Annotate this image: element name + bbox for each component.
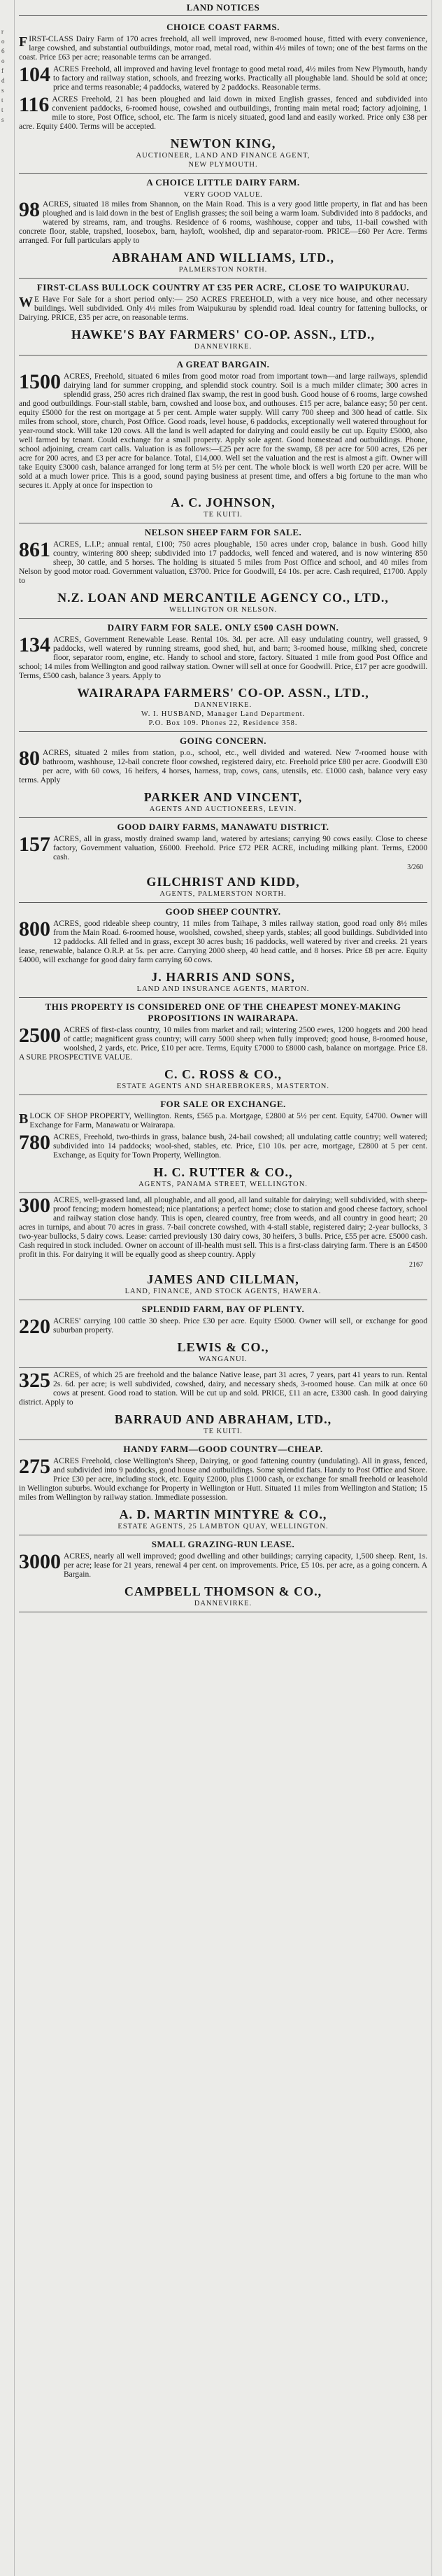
agent-name: WAIRARAPA FARMERS' CO-OP. ASSN., LTD., — [77, 686, 369, 700]
ad-heading: GOOD SHEEP COUNTRY. — [165, 906, 281, 917]
paragraph-text: ACRES, nearly all well improved; good dwelling and other buildings; carrying capacity, 1,500 sheep. Rent, 1s. per acre; lease for 21 years, renewal 4 per cent. on improvements. Price, £5 10s. per acre, as a going concern. A Bargain. — [64, 1552, 427, 1579]
drop-cap: F — [19, 34, 28, 50]
agent-name: H. C. RUTTER & CO., — [153, 1165, 293, 1179]
agent-address: AGENTS, PALMERSTON NORTH. — [159, 890, 287, 898]
agent-address: PALMERSTON NORTH. — [178, 266, 268, 274]
agent-name: JAMES AND CILLMAN, — [147, 1272, 299, 1286]
agent-name: A. C. JOHNSON, — [171, 495, 276, 509]
agent-address: LAND AND INSURANCE AGENTS, MARTON. — [136, 985, 310, 993]
land-ad — [19, 279, 427, 356]
ad-reference-number: 3/260 — [407, 864, 423, 871]
paragraph-text: ACRES Freehold, all improved and having level frontage to good metal road, 4½ miles from New Plymouth, handy to factory and railway station, schools, and freezing works. Practically all ploughable land. Should be sold at once; price and terms reasonable; 4 paddocks, watered by 2 paddocks. Reasonable terms. — [53, 65, 427, 92]
paragraph-text: ACRES, all in grass, mostly drained swamp land, watered by artesians; carrying 90 cows easily. Close to cheese factory, Government valuation, £6000. Freehold. Price £72 PER ACRE, including milking plant. Terms, £2000 cash. — [53, 835, 427, 861]
acreage-number: 220 — [19, 1315, 50, 1338]
land-ad — [19, 998, 427, 1095]
ad-paragraph — [19, 1112, 427, 1130]
land-ad — [19, 818, 427, 903]
agent-address: AGENTS AND AUCTIONEERS, LEVIN. — [149, 805, 297, 813]
agent-name: HAWKE'S BAY FARMERS' CO-OP. ASSN., LTD., — [71, 328, 376, 342]
acreage-number: 780 — [19, 1131, 50, 1154]
acreage-number: 1500 — [19, 370, 61, 393]
ad-heading: FIRST-CLASS BULLOCK COUNTRY AT £35 PER ACRE, CLOSE TO WAIPUKURAU. — [36, 282, 410, 293]
agent-address: ESTATE AGENTS AND SHAREBROKERS, MASTERTON. — [116, 1083, 330, 1090]
land-ad — [19, 732, 427, 818]
paragraph-text: ACRES, Freehold, situated 6 miles from good motor road from important town—and large railways, splendid dairying land for summer cropping, and splendid stock country. Soil is a much milder climate; 300 acres in splendid grass, 250 acres rich drained flax swamp, the rest in good bush. Good house of 6 rooms, large cowshed and good outbuildings. Four-stall stable, barn, cowshed and loose box, and outhouses. £15 per acre, balance easy; 50 per cent. equity £5000 for the rest on mortgage at 5 per cent. Ample water supply. Will carry 700 sheep and 300 head of cattle. Six miles from school, store, church, Post Office. Good roads, level house, 6 paddocks, exceptionally well watered throughout for year-round stock. Will take 120 cows. All the land is well adapted for dairying and could easily be cut up. Equity £5000, also well farmed by tenant. Could exchange for a small property. Apply sole agent. Good homestead and outbuildings. Phone, school adjoining, cream cart calls. Valuation is as follows:—£25 per acre for the swamp, £8 per acre for 500 acres, £26 per acre for 200 acres, and £3 per acre for balance. Total, £14,000. Well set the valuation and the rest is almost a gift. Owner will take Equity £3000 cash, balance arranged for long term at 5½ per cent. The whole block is well worth £20 per acre. Will be sold at a much lower price. This is a good, sound paying business at present time, and offers a big fortune to the man who secures it. Apply at once for inspection to — [19, 372, 427, 490]
paragraph-text: ACRES, situated 18 miles from Shannon, on the Main Road. This is a very good little property, in flat and has been ploughed and is laid down in the best of English grasses; the soil being a warm loam. Subdivided into 8 paddocks, and watered by streams, ram, and troughs. Residence of 6 rooms, washhouse, copper and tubs, 11-bail cowshed with concrete floor, stable, trapshed, loosebox, barn, hayloft, woolshed, dip and separator-room. PRICE—£60 Per Acre. Terms arranged. For full particulars apply to — [19, 200, 427, 245]
ad-paragraph — [19, 200, 427, 246]
land-ad — [19, 174, 427, 279]
margin-fragment: o — [1, 38, 5, 45]
ad-paragraph — [19, 1196, 427, 1260]
acreage-number: 104 — [19, 63, 50, 86]
agent-name: A. D. MARTIN MINTYRE & CO., — [119, 1507, 327, 1521]
paragraph-text: ACRES, Freehold, two-thirds in grass, balance bush, 24-bail cowshed; all undulating cattle country; well watered; subdivided into 14 paddocks; wool-shed, stables, etc. Price, £10 10s. per acre, mortgage, £2800 at 5 per cent. Exchange, as Equity for Town Property, Wellington. — [53, 1133, 427, 1160]
land-ad — [19, 1368, 427, 1440]
ad-heading: THIS PROPERTY IS CONSIDERED ONE OF THE CHEAPEST MONEY-MAKING PROPOSITIONS IN WAIRARAPA. — [45, 1001, 401, 1023]
paragraph-text: ACRES Freehold, 21 has been ploughed and laid down in mixed English grasses, fenced and subdivided into convenient paddocks, 6-roomed house, cowshed and outbuildings, fronting main metal road; factory adjoining, 1 mile to store, Post Office, school, etc. The farm is nicely situated, good land and easily worked. Price only £38 per acre. Equity £400. Terms will be accepted. — [19, 95, 427, 131]
agent-name: CAMPBELL THOMSON & CO., — [124, 1584, 322, 1598]
margin-fragment: 6 — [1, 48, 5, 55]
land-ad — [19, 903, 427, 998]
margin-fragment: t — [1, 97, 3, 104]
agent-name: NEWTON KING, — [170, 136, 276, 150]
ad-heading: FOR SALE OR EXCHANGE. — [160, 1099, 286, 1109]
ad-heading: A GREAT BARGAIN. — [176, 359, 270, 369]
agent-address: P.O. Box 109. Phones 22, Residence 358. — [148, 719, 298, 727]
agent-name: N.Z. LOAN AND MERCANTILE AGENCY CO., LTD., — [57, 591, 389, 605]
acreage-number: 2500 — [19, 1024, 61, 1047]
left-margin-fragments — [1, 28, 11, 126]
margin-fragment: t — [1, 106, 3, 113]
ad-paragraph — [19, 835, 427, 862]
drop-cap: W — [19, 295, 33, 310]
margin-fragment: s — [1, 87, 4, 94]
ad-heading: GOOD DAIRY FARMS, MANAWATU DISTRICT. — [117, 822, 329, 832]
agent-address: LAND, FINANCE, AND STOCK AGENTS, HAWERA. — [124, 1288, 322, 1295]
acreage-number: 861 — [19, 538, 50, 561]
ad-heading: SMALL GRAZING-RUN LEASE. — [151, 1539, 295, 1549]
agent-name: ABRAHAM AND WILLIAMS, LTD., — [111, 251, 335, 265]
land-ad — [19, 619, 427, 732]
paragraph-text: IRST-CLASS Dairy Farm of 170 acres freehold, all well improved, new 8-roomed house, fitted with every convenience, large cowshed, and substantial outbuildings, motor road, metal road, within 4½ miles of town; one of the best farms on the coast. Price £63 per acre; reasonable terms can be arranged. — [19, 35, 427, 62]
ad-subheading: VERY GOOD VALUE. — [183, 190, 263, 199]
land-ad — [19, 1440, 427, 1535]
ad-paragraph — [19, 1315, 427, 1338]
acreage-number: 80 — [19, 747, 40, 770]
land-ad — [19, 523, 427, 619]
margin-fragment: r — [1, 28, 3, 35]
ad-paragraph — [19, 540, 427, 586]
agent-name: LEWIS & CO., — [177, 1340, 269, 1354]
acreage-number: 275 — [19, 1455, 50, 1478]
agent-address: W. I. HUSBAND, Manager Land Department. — [141, 710, 306, 718]
ad-heading: DAIRY FARM FOR SALE. ONLY £500 CASH DOWN. — [107, 622, 339, 633]
agent-address: DANNEVIRKE. — [194, 1600, 252, 1607]
land-ad — [19, 356, 427, 523]
ad-heading: GOING CONCERN. — [179, 736, 266, 746]
land-ad — [19, 18, 427, 174]
paragraph-text: LOCK OF SHOP PROPERTY, Wellington. Rents, £565 p.a. Mortgage, £2800 at 5½ per cent. Equity, £4700. Owner will Exchange for Farm, Manawatu or Wairarapa. — [29, 1112, 427, 1129]
land-ad — [19, 1095, 427, 1193]
paragraph-text: ACRES, of which 25 are freehold and the balance Native lease, part 31 acres, 7 years, part 41 years to run. Rental 2s. 6d. per acre; is well subdivided, cowshed, dairy, and necessary sheds, 3-roomed house. Can milk at once 60 cows at present. Good road to station. Will be cut up and sold. PRICE, £11 an acre, £3300 cash. In good dairying district. Apply to — [19, 1371, 427, 1407]
ad-paragraph — [19, 65, 427, 92]
ad-reference-number: 2167 — [409, 1261, 423, 1269]
agent-address: AGENTS, PANAMA STREET, WELLINGTON. — [138, 1181, 308, 1188]
acreage-number: 98 — [19, 198, 40, 221]
paragraph-text: E Have For Sale for a short period only:— 250 ACRES FREEHOLD, with a very nice house, and other necessary buildings. Well subdivided. Only 4½ miles from Waipukurau by splendid road. Ideal country for fattening bullocks, or Dairying. PRICE, £35 per acre, on reasonable terms. — [19, 295, 427, 322]
ad-heading: HANDY FARM—GOOD COUNTRY—CHEAP. — [123, 1444, 323, 1454]
acreage-number: 325 — [19, 1369, 50, 1392]
drop-cap: B — [19, 1111, 29, 1127]
agent-address: DANNEVIRKE. — [194, 343, 252, 351]
column-header: LAND NOTICES — [19, 2, 427, 16]
ad-heading: A CHOICE LITTLE DAIRY FARM. — [146, 177, 300, 188]
margin-fragment: f — [1, 67, 3, 74]
agent-name: BARRAUD AND ABRAHAM, LTD., — [114, 1412, 332, 1426]
margin-fragment: s — [1, 116, 4, 123]
ad-heading: NELSON SHEEP FARM FOR SALE. — [144, 527, 302, 537]
paragraph-text: ACRES' carrying 100 cattle 30 sheep. Price £30 per acre. Equity £5000. Owner will sell, or exchange for good suburban property. — [53, 1317, 427, 1335]
acreage-number: 134 — [19, 633, 50, 656]
ad-paragraph — [19, 1371, 427, 1407]
acreage-number: 157 — [19, 833, 50, 856]
agent-address: WANGANUI. — [199, 1356, 248, 1363]
paragraph-text: ACRES Freehold, close Wellington's Sheep, Dairying, or good fattening country (undulating). All in grass, fenced, and subdivided into 9 paddocks, good house and outbuildings. Some splendid flats. Handy to Post Office and Store. Price £30 per acre, including stock, etc. Equity £2000, plus £1000 cash, or exchange for small freehold or leasehold in Wellington suburbs. Would exchange for Property in Wellington or Hutt. Situated 11 miles from Wellington and Station; 15 miles from Wellington by railway station. Immediate possession. — [19, 1457, 427, 1502]
ad-paragraph — [19, 95, 427, 132]
paragraph-text: ACRES, L.I.P.; annual rental, £100; 750 acres ploughable, 150 acres under crop, balance in bush. Good hilly country, wintering 800 sheep; subdivided into 17 paddocks, well fenced and watered, and is now wintering 850 sheep, 30 cattle, and 5 horses. The holding is situated 5 miles from Post Office and school, and 40 miles from Nelson by good motor road. Government valuation, £3700. Price for Goodwill, £4 10s. per acre. Cash required, £1700. Apply to — [19, 540, 427, 585]
agent-address: TE KUITI. — [204, 511, 243, 519]
paragraph-text: ACRES, good rideable sheep country, 11 miles from Taihape, 3 miles railway station, good road only 8½ miles from the Main Road. 6-roomed house, woolshed, cowshed, sheep yards, stables; all good buildings. Subdivided into 12 paddocks. All felled and in grass, except 30 acres bush; 16 paddocks, well watered by river and creeks. 21 years lease, renewable, balance O.R.P. at 5s. per acre. Carrying 2000 sheep, 40 head cattle, and 8 horses. Price £8 per acre. Equity £4000, will exchange for good dairy farm carrying 60 cows. — [19, 920, 427, 964]
margin-fragment: d — [1, 77, 5, 84]
advertisements — [19, 18, 427, 1612]
paragraph-text: ACRES, well-grassed land, all ploughable, and all good, all land suitable for dairying; well subdivided, with sheep-proof fencing; modern homestead; nice plantations; a perfect home; close to station and good cheese factory, school and railway station close handy. This is open, cleared country, free from weeds, and all country in good heart; 20 acres in turnips, and about 70 acres in grass. 7-bail concrete cowshed, with 4-stall stable, registered dairy; 2-year bullocks, 3 two-year bullocks, 5 dairy cows. Lease: carried previously 130 dairy cows, 30 heifers, 3 bulls. Price, £55 per acre. £5000 cash. Cash required in stock included. Owner on account of ill-health must sell. This is a first-class dairying farm. There is an £4500 profit in this. For dairying it will be equally good as sheep country. Apply — [19, 1196, 427, 1259]
agent-address: WELLINGTON OR NELSON. — [169, 606, 278, 614]
ad-paragraph — [19, 1457, 427, 1502]
land-ad — [19, 1193, 427, 1300]
ad-paragraph — [19, 917, 427, 965]
land-ad — [19, 1300, 427, 1368]
agent-address: NEW PLYMOUTH. — [188, 161, 258, 169]
agent-address: AUCTIONEER, LAND AND FINANCE AGENT, — [136, 152, 311, 160]
ad-paragraph — [19, 35, 427, 62]
agent-name: GILCHRIST AND KIDD, — [146, 875, 300, 889]
paragraph-text: ACRES, situated 2 miles from station, p.o., school, etc., well divided and watered. New 7-roomed house with bathroom, washhouse, 12-bail concrete floor cowshed, registered dairy, etc. Freehold price £80 per acre. Goodwill £30 per acre, with 60 cows, 16 heifers, 4 horses, harness, trap, cows, cans, utensils, etc. £1000 cash, balance very easy terms. Apply — [19, 749, 427, 784]
ad-heading: SPLENDID FARM, BAY OF PLENTY. — [141, 1304, 305, 1314]
land-ad — [19, 1535, 427, 1612]
paragraph-text: ACRES of first-class country, 10 miles from market and rail; wintering 2500 ewes, 1200 hoggets and 200 head of cattle; magnificent grass country; will carry 5000 sheep when fully improved; good house, 8-roomed house, woolshed, 2 yards, etc. Price, £10 per acre. Terms, Equity £7000 to £8000 cash, balance on mortgage. Price £8. A SURE PROSPECTIVE VALUE. — [19, 1026, 427, 1062]
ad-paragraph — [19, 1133, 427, 1160]
ad-paragraph — [19, 1026, 427, 1062]
agent-name: J. HARRIS AND SONS, — [151, 970, 295, 984]
ad-paragraph — [19, 749, 427, 785]
acreage-number: 800 — [19, 917, 50, 941]
paragraph-text: ACRES, Government Renewable Lease. Rental 10s. 3d. per acre. All easy undulating country, well grassed, 9 paddocks, well watered by running streams, good shed, hut, and barn; 3-roomed house, milking shed, concrete floor, separator room, engine, etc. Handy to school and store, factory. Situated 1 mile from good Post Office and school; 14 miles from Wellington and good railway station. Owner will sell at once for Goodwill. Price, £17 per acre goodwill. Terms, £500 cash, balance 3 years. Apply to — [19, 635, 427, 680]
agent-name: C. C. ROSS & CO., — [164, 1067, 282, 1081]
agent-address: ESTATE AGENTS, 25 LAMBTON QUAY, WELLINGTON. — [117, 1523, 329, 1530]
ad-paragraph — [19, 1552, 427, 1579]
land-notices-column — [14, 0, 432, 2576]
acreage-number: 3000 — [19, 1550, 61, 1573]
agent-address: TE KUITI. — [204, 1428, 243, 1435]
agent-address: DANNEVIRKE. — [194, 701, 252, 709]
ad-paragraph — [19, 295, 427, 323]
acreage-number: 116 — [19, 93, 50, 116]
agent-name: PARKER AND VINCENT, — [143, 790, 303, 804]
ad-heading: CHOICE COAST FARMS. — [166, 22, 280, 32]
margin-fragment: o — [1, 57, 5, 64]
ad-paragraph — [19, 635, 427, 681]
acreage-number: 300 — [19, 1194, 50, 1217]
ad-paragraph — [19, 372, 427, 491]
